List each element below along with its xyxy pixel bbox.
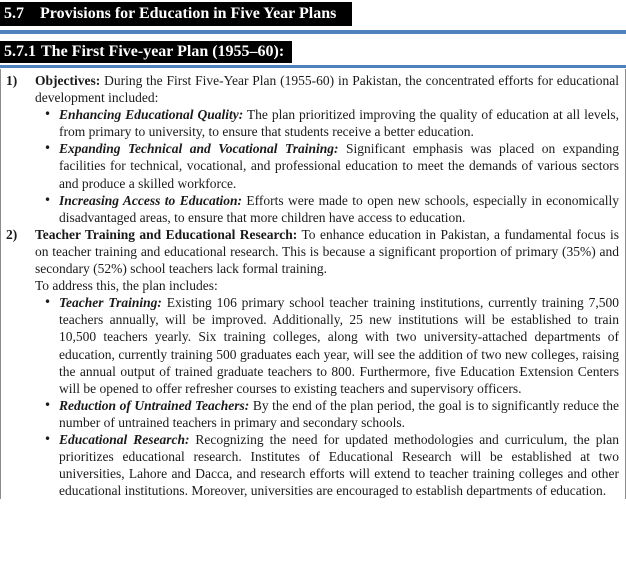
item-number: 1): [6, 73, 18, 88]
bullet-icon: •: [44, 295, 52, 310]
bullet-text: The plan prioritized improving the quality of education at all levels, from primary to university, to ensure that students receive a better education.: [59, 107, 619, 140]
bullet-text: Existing 106 primary school teacher training institutions, currently training 7,500 teachers annually, will be improved. Additionally, 25 new institutions will be established to train 10,500 teachers yearly. Six training colleges, along with two university-attached departments of education, currently training 500 graduates each year, will see the addition of two new colleges, raising the annual output of trained graduate teachers to 800. Furthermore, five Education Extension Centers will be opened to offer refresher courses to existing teachers and supervisory officers.: [59, 295, 620, 396]
bullet-text: Significant emphasis was placed on expanding facilities for technical, vocational, and professional education to meet the demands of various sectors and produce a skilled workforce.: [59, 141, 619, 191]
horizontal-rule-bottom: [0, 65, 626, 68]
lead-text: During the First Five-Year Plan (1955-60) in Pakistan, the concentrated efforts for educational development included:: [35, 73, 619, 106]
list-item: [35, 431, 619, 499]
subsection-title: The First Five-year Plan (1955–60):: [41, 43, 285, 60]
bullet-label: Increasing Access to Education:: [59, 192, 242, 208]
bullet-icon: •: [44, 397, 52, 412]
list-item: [35, 192, 619, 226]
numbered-item-2: [1, 226, 619, 500]
bullet-label: Reduction of Untrained Teachers:: [59, 397, 250, 413]
followup-line: To address this, the plan includes:: [35, 278, 218, 294]
bullet-label: Educational Research:: [59, 431, 190, 447]
lead-paragraph: [35, 226, 619, 277]
subsection-number: 5.7.1: [4, 43, 36, 60]
item-body: [35, 226, 619, 500]
bullet-list: [35, 294, 619, 499]
bullet-icon: •: [44, 431, 52, 446]
section-title: Provisions for Education in Five Year Plans: [40, 5, 337, 22]
section-heading: [0, 2, 352, 26]
numbered-item-1: [1, 72, 619, 226]
bullet-list: [35, 106, 619, 226]
bullet-icon: •: [44, 192, 52, 207]
list-item: [35, 397, 619, 431]
list-item: [35, 106, 619, 140]
bullet-icon: •: [44, 141, 52, 156]
section-number: 5.7: [4, 5, 24, 22]
lead-label: Objectives:: [35, 73, 101, 88]
list-item: [35, 140, 619, 191]
content-area: [0, 69, 626, 499]
horizontal-rule-top: [0, 30, 626, 34]
bullet-label: Teacher Training:: [59, 295, 162, 311]
lead-text: To enhance education in Pakistan, a fundamental focus is on teacher training and educational research. This is because a significant proportion of primary (35%) and secondary (52%) school teachers lack formal training.: [35, 226, 620, 277]
bullet-icon: •: [44, 107, 52, 122]
lead-label: Teacher Training and Educational Research:: [35, 226, 298, 242]
bullet-text: Recognizing the need for updated methodologies and curriculum, the plan prioritizes educational research. Institutes of Educational Research will be established at two universities, Lahore and Dacca, and research efforts will extend to teacher training colleges and other educational institutions. Moreover, universities are encouraged to establish departments of education.: [59, 431, 619, 499]
list-item: [35, 294, 619, 397]
bullet-label: Enhancing Educational Quality:: [59, 107, 244, 123]
bullet-text: Efforts were made to open new schools, especially in economically disadvantaged areas, to ensure that more children have access to education.: [59, 192, 619, 225]
item-number: 2): [6, 226, 18, 242]
bullet-text: By the end of the plan period, the goal is to significantly reduce the number of untrained teachers in primary and secondary schools.: [59, 397, 620, 430]
bullet-label: Expanding Technical and Vocational Training:: [59, 141, 339, 157]
lead-paragraph: [35, 72, 619, 106]
item-body: [35, 72, 619, 226]
subsection-heading: [0, 41, 292, 63]
